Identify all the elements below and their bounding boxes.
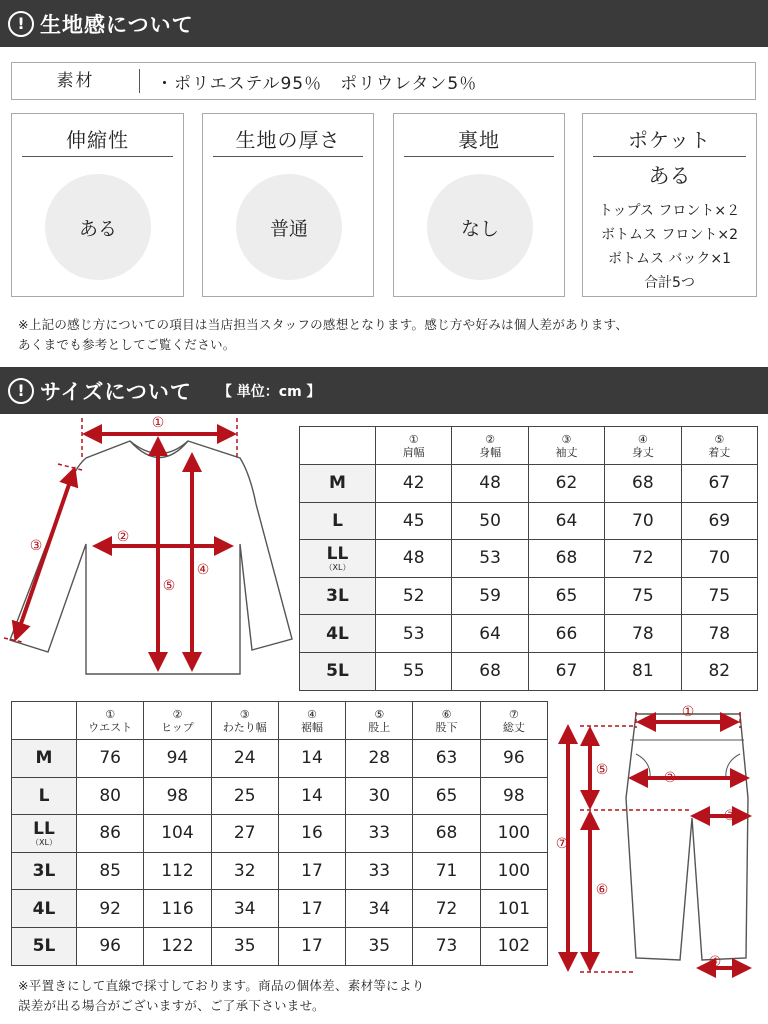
header-cell: ③ 袖丈 <box>528 427 604 465</box>
value-cell: 66 <box>528 615 604 653</box>
value-cell: 65 <box>528 577 604 615</box>
value-cell: 96 <box>480 740 547 778</box>
size-cell: 4L <box>300 615 376 653</box>
table-row <box>12 777 548 815</box>
value-cell: 104 <box>144 815 211 853</box>
value-cell: 80 <box>77 777 144 815</box>
value-cell: 62 <box>528 465 604 503</box>
value-cell: 42 <box>376 465 452 503</box>
top-size-table <box>299 426 758 691</box>
size-cell: M <box>300 465 376 503</box>
value-cell: 63 <box>413 740 480 778</box>
lining-value: なし <box>427 174 533 280</box>
pocket-line: トップス フロント×２ <box>598 203 741 219</box>
size-section-title: サイズについて <box>40 379 192 404</box>
size-cell: 4L <box>12 890 77 928</box>
pocket-value: ある <box>648 164 691 188</box>
value-cell: 98 <box>144 777 211 815</box>
value-cell: 98 <box>480 777 547 815</box>
size-note-line: 誤差が出る場合がございますが、ご了承下さいませ。 <box>18 998 325 1013</box>
value-cell: 28 <box>346 740 413 778</box>
header-cell: ① 肩幅 <box>376 427 452 465</box>
table-row <box>12 852 548 890</box>
value-cell: 68 <box>605 465 681 503</box>
value-cell: 73 <box>413 927 480 965</box>
value-cell: 82 <box>681 652 757 690</box>
value-cell: 27 <box>211 815 278 853</box>
material-label: 素材 <box>12 69 140 93</box>
value-cell: 94 <box>144 740 211 778</box>
table-row <box>300 652 758 690</box>
shirt-outline <box>10 441 292 674</box>
size-cell: LL （XL） <box>300 540 376 578</box>
pants-outline <box>626 714 748 960</box>
value-cell: 35 <box>346 927 413 965</box>
header-blank <box>300 427 376 465</box>
value-cell: 72 <box>413 890 480 928</box>
diagram-label: ① <box>681 704 695 720</box>
fabric-note-line: あくまでも参考としてご覧ください。 <box>18 337 236 352</box>
value-cell: 17 <box>278 852 345 890</box>
value-cell: 32 <box>211 852 278 890</box>
value-cell: 45 <box>376 502 452 540</box>
value-cell: 50 <box>452 502 528 540</box>
table-row <box>300 502 758 540</box>
diagram-label: ⑦ <box>555 836 569 852</box>
value-cell: 67 <box>528 652 604 690</box>
value-cell: 53 <box>376 615 452 653</box>
table-header-row <box>300 427 758 465</box>
pocket-card <box>582 113 757 297</box>
value-cell: 116 <box>144 890 211 928</box>
diagram-label: ⑤ <box>162 578 176 594</box>
table-row <box>12 890 548 928</box>
value-cell: 64 <box>528 502 604 540</box>
header-cell: ② ヒップ <box>144 702 211 740</box>
pocket-title: ポケット <box>593 123 746 157</box>
top-measure-diagram <box>0 414 296 694</box>
bottom-size-table <box>11 701 548 966</box>
value-cell: 68 <box>452 652 528 690</box>
value-cell: 100 <box>480 815 547 853</box>
info-icon: ! <box>8 378 34 404</box>
value-cell: 81 <box>605 652 681 690</box>
stretch-title: 伸縮性 <box>22 123 173 157</box>
material-value: ・ポリエステル95％ ポリウレタン5％ <box>156 73 478 94</box>
value-cell: 70 <box>681 540 757 578</box>
value-cell: 71 <box>413 852 480 890</box>
value-cell: 14 <box>278 740 345 778</box>
diagram-label: ② <box>663 770 677 786</box>
value-cell: 112 <box>144 852 211 890</box>
sleeve-arrow <box>16 470 74 638</box>
value-cell: 53 <box>452 540 528 578</box>
header-blank <box>12 702 77 740</box>
lining-title: 裏地 <box>404 123 554 157</box>
value-cell: 34 <box>211 890 278 928</box>
value-cell: 69 <box>681 502 757 540</box>
value-cell: 48 <box>452 465 528 503</box>
lining-card <box>393 113 565 297</box>
table-header-row <box>12 702 548 740</box>
diagram-label: ③ <box>723 808 737 824</box>
fabric-note-line: ※上記の感じ方についての項目は当店担当スタッフの感想となります。感じ方や好みは個人差があります、 <box>18 317 629 332</box>
value-cell: 17 <box>278 927 345 965</box>
value-cell: 92 <box>77 890 144 928</box>
size-cell: 5L <box>300 652 376 690</box>
thickness-title: 生地の厚さ <box>213 123 363 157</box>
value-cell: 24 <box>211 740 278 778</box>
table-row <box>12 927 548 965</box>
fabric-note <box>18 315 628 355</box>
unit-label: 【 単位：cm 】 <box>217 383 321 400</box>
info-icon: ! <box>8 11 34 37</box>
diagram-label: ④ <box>196 562 210 578</box>
header-cell: ① ウエスト <box>77 702 144 740</box>
diagram-label: ③ <box>29 538 43 554</box>
stretch-value: ある <box>45 174 151 280</box>
value-cell: 86 <box>77 815 144 853</box>
size-cell: L <box>300 502 376 540</box>
value-cell: 35 <box>211 927 278 965</box>
size-cell: 5L <box>12 927 77 965</box>
diagram-label: ① <box>151 415 165 431</box>
pocket-line: ボトムス バック×1 <box>607 251 732 267</box>
value-cell: 34 <box>346 890 413 928</box>
table-row <box>12 740 548 778</box>
value-cell: 64 <box>452 615 528 653</box>
pocket-line: 合計5つ <box>644 275 695 291</box>
table-row <box>300 540 758 578</box>
value-cell: 122 <box>144 927 211 965</box>
value-cell: 16 <box>278 815 345 853</box>
thickness-value: 普通 <box>236 174 342 280</box>
fabric-section-header <box>0 0 768 47</box>
value-cell: 70 <box>605 502 681 540</box>
value-cell: 25 <box>211 777 278 815</box>
value-cell: 52 <box>376 577 452 615</box>
value-cell: 75 <box>605 577 681 615</box>
table-row <box>300 615 758 653</box>
header-cell: ④ 裾幅 <box>278 702 345 740</box>
pants-measure-diagram <box>552 698 762 980</box>
diagram-label: ④ <box>708 954 722 970</box>
value-cell: 96 <box>77 927 144 965</box>
size-cell: LL （XL） <box>12 815 77 853</box>
header-cell: ⑦ 総丈 <box>480 702 547 740</box>
value-cell: 17 <box>278 890 345 928</box>
value-cell: 78 <box>681 615 757 653</box>
value-cell: 101 <box>480 890 547 928</box>
value-cell: 33 <box>346 852 413 890</box>
size-cell: 3L <box>12 852 77 890</box>
value-cell: 85 <box>77 852 144 890</box>
pocket-line: ボトムス フロント×2 <box>600 227 739 243</box>
diagram-label: ⑥ <box>595 882 609 898</box>
value-cell: 48 <box>376 540 452 578</box>
value-cell: 68 <box>528 540 604 578</box>
value-cell: 30 <box>346 777 413 815</box>
fabric-section-title: 生地感について <box>40 12 194 37</box>
value-cell: 102 <box>480 927 547 965</box>
size-cell: M <box>12 740 77 778</box>
diagram-label: ⑤ <box>595 762 609 778</box>
table-row <box>12 815 548 853</box>
value-cell: 59 <box>452 577 528 615</box>
value-cell: 67 <box>681 465 757 503</box>
value-cell: 33 <box>346 815 413 853</box>
header-cell: ② 身幅 <box>452 427 528 465</box>
header-cell: ④ 身丈 <box>605 427 681 465</box>
value-cell: 14 <box>278 777 345 815</box>
value-cell: 65 <box>413 777 480 815</box>
size-cell: L <box>12 777 77 815</box>
size-section-header <box>0 367 768 414</box>
size-note-line: ※平置きにして直線で採寸しております。商品の個体差、素材等により <box>18 978 425 993</box>
value-cell: 75 <box>681 577 757 615</box>
value-cell: 55 <box>376 652 452 690</box>
thickness-card <box>202 113 374 297</box>
material-row <box>11 62 756 100</box>
size-cell: 3L <box>300 577 376 615</box>
header-cell: ⑤ 着丈 <box>681 427 757 465</box>
stretch-card <box>11 113 184 297</box>
size-note <box>18 976 425 1016</box>
header-cell: ⑤ 股上 <box>346 702 413 740</box>
table-row <box>300 465 758 503</box>
value-cell: 76 <box>77 740 144 778</box>
diagram-label: ② <box>116 529 130 545</box>
table-row <box>300 577 758 615</box>
header-cell: ⑥ 股下 <box>413 702 480 740</box>
header-cell: ③ わたり幅 <box>211 702 278 740</box>
value-cell: 68 <box>413 815 480 853</box>
value-cell: 100 <box>480 852 547 890</box>
value-cell: 78 <box>605 615 681 653</box>
value-cell: 72 <box>605 540 681 578</box>
